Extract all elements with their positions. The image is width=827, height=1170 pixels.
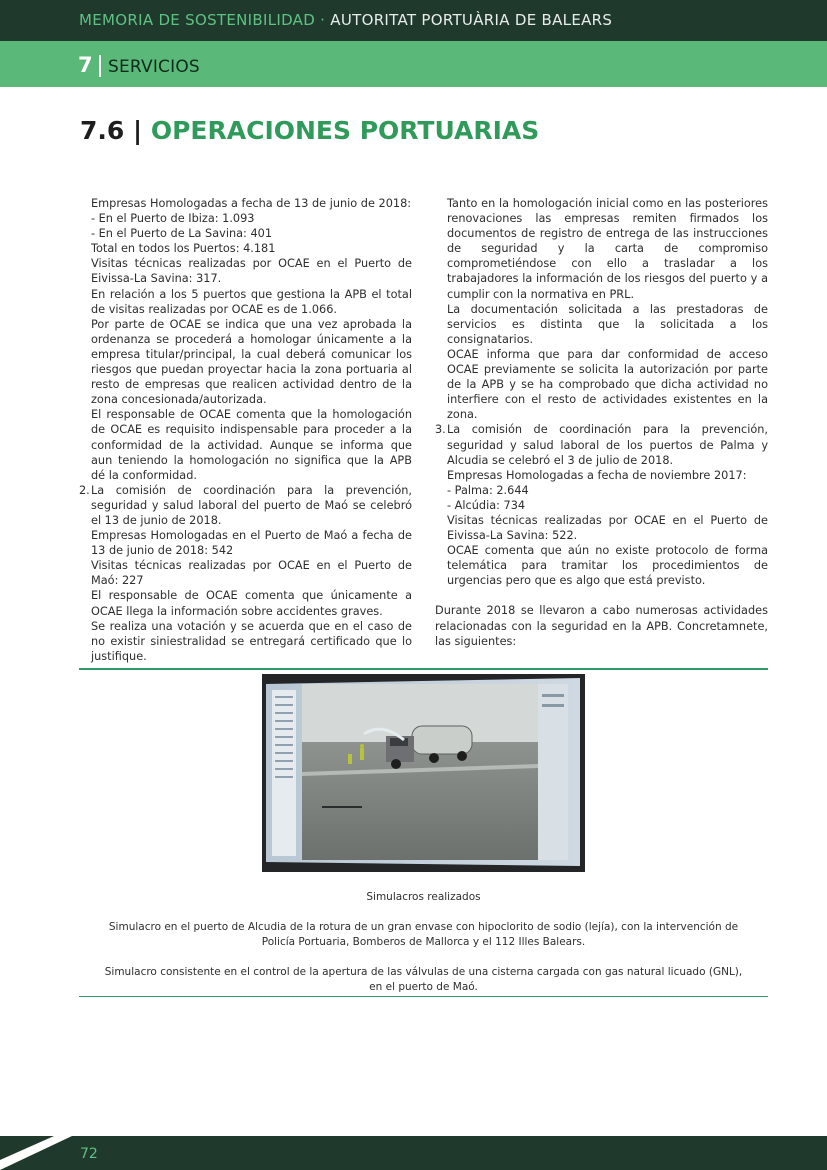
paragraph: Tanto en la homologación inicial como en las posteriores renovaciones las empresas remiten firmados los documentos de registro de entrega de las instrucciones de seguridad y la carta de compromiso comprometiéndose con ello a trasladar a los trabajadores la información de los riesgos del puerto y a cumplir con la normativa en PRL. (447, 197, 768, 301)
numbered-item-3 (435, 422, 768, 467)
paragraph: Empresas Homologadas a fecha de noviembre 2017: (447, 468, 747, 482)
paragraph: Visitas técnicas realizadas por OCAE en el Puerto de Eivissa-La Savina: 317. (91, 257, 412, 286)
paragraph: Por parte de OCAE se indica que una vez aprobada la ordenanza se procederá a homologar únicamente a la empresa titular/principal, la cual deberá comunicar los riesgos que puedan proyectar hacia la zona portuaria al resto de empresas que realicen actividad dentro de la zona concesionada/autorizada. (91, 317, 412, 407)
paragraph: - En el Puerto de La Savina: 401 (91, 227, 273, 241)
figure-top-rule (79, 668, 768, 670)
paragraph: - Alcúdia: 734 (447, 498, 526, 512)
page-number: 72 (80, 1146, 98, 1162)
footer-bar (0, 1136, 827, 1170)
photo-illustration (262, 674, 585, 872)
item-text: La comisión de coordinación para la prevención, seguridad y salud laboral de los puertos de Palma y Alcudia se celebró el 3 de julio de 2018. (447, 423, 768, 467)
paragraph: OCAE comenta que aún no existe protocolo de forma telemática para tramitar los procedimientos de urgencias pero que es algo que está previsto. (447, 544, 768, 588)
section-divider (99, 55, 101, 77)
item-number: 2. (79, 483, 90, 497)
figure-caption-2: Simulacro consistente en el control de la apertura de las válvulas de una cisterna cargada con gas natural licuado (GNL), en el puerto de Maó. (104, 966, 743, 993)
item-number: 3. (435, 423, 446, 437)
publication-title-main: MEMORIA DE SOSTENIBILIDAD (79, 11, 316, 29)
publication-title (79, 11, 612, 29)
figure-caption-title: Simulacros realizados (366, 891, 481, 903)
publication-title-org: AUTORITAT PORTUÀRIA DE BALEARS (330, 11, 613, 29)
paragraph: - En el Puerto de Ibiza: 1.093 (91, 212, 255, 226)
paragraph: Visitas técnicas realizadas por OCAE en el Puerto de Eivissa-La Savina: 522. (447, 513, 768, 543)
top-banner (0, 0, 827, 41)
publication-title-separator: · (315, 11, 331, 29)
paragraph: - Palma: 2.644 (447, 483, 529, 497)
paragraph: Total en todos los Puertos: 4.181 (91, 242, 276, 256)
numbered-item-2 (79, 483, 412, 528)
left-column (79, 196, 412, 664)
page-heading (80, 116, 539, 145)
section-number: 7 (78, 53, 93, 77)
paragraph: Empresas Homologadas a fecha de 13 de junio de 2018: (91, 197, 412, 210)
right-column (435, 196, 768, 649)
paragraph: Empresas Homologadas en el Puerto de Maó a fecha de 13 de junio de 2018: 542 (91, 529, 412, 558)
paragraph: Se realiza una votación y se acuerda que en el caso de no existir siniestralidad se entregará certificado que lo justifique. (91, 619, 412, 663)
paragraph: Visitas técnicas realizadas por OCAE en el Puerto de Maó: 227 (91, 559, 412, 588)
heading-separator: | (124, 116, 151, 145)
drill-photo (262, 674, 585, 872)
paragraph: Durante 2018 se llevaron a cabo numerosas actividades relacionadas con la seguridad en la APB. Concretamnete, las siguientes: (435, 604, 768, 648)
figure-caption-1: Simulacro en el puerto de Alcudia de la rotura de un gran envase con hipoclorito de sodio (lejía), con la intervención de Policía Portuaria, Bomberos de Mallorca y el 112 Illes Balears. (108, 921, 739, 948)
heading-number: 7.6 (80, 116, 125, 145)
section-banner (0, 41, 827, 87)
heading-title: OPERACIONES PORTUARIAS (150, 116, 540, 145)
paragraph: El responsable de OCAE comenta que únicamente a OCAE llega la información sobre accidentes graves. (91, 589, 412, 618)
paragraph: El responsable de OCAE comenta que la homologación de OCAE es requisito indispensable para proceder a la conformidad de la actividad. Aunque se informa que aun teniendo la homologación no significa que la APB dé la conformidad. (91, 408, 412, 482)
paragraph: En relación a los 5 puertos que gestiona la APB el total de visitas realizadas por OCAE es de 1.066. (91, 287, 412, 316)
section-name: SERVICIOS (108, 57, 200, 77)
paragraph-gap (435, 588, 768, 603)
paragraph: OCAE informa que para dar conformidad de acceso OCAE previamente se solicita la autorización por parte de la APB y se ha comprobado que dicha actividad no interfiere con el resto de actividades existentes en la zona. (447, 347, 768, 422)
paragraph: La documentación solicitada a las prestadoras de servicios es distinta que la solicitada a los consignatarios. (447, 302, 768, 346)
item-text: La comisión de coordinación para la prevención, seguridad y salud laboral del puerto de Maó se celebró el 13 de junio de 2018. (91, 483, 412, 527)
figure-bottom-rule (79, 996, 768, 997)
footer-stripe-icon (0, 1136, 72, 1170)
